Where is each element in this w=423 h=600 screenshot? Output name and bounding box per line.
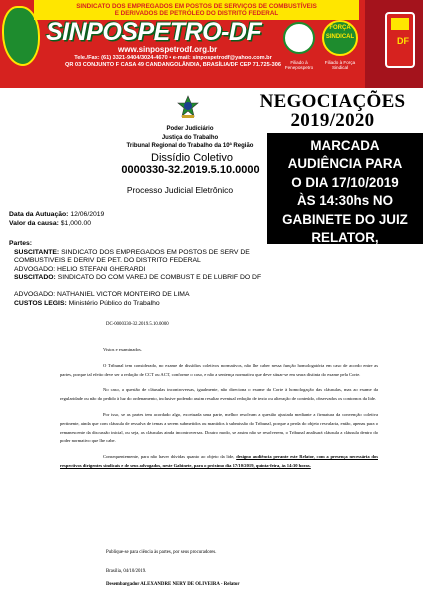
decision-paragraph: Por isso, se as partes tem acordado algo, excetuada uma parte, melhor resolvam a questão ajustada mediante a firmatura da convenção coletiva pertinente, ainda que com cláusula de ressalva de temas a serem submetidos ou mantidos à submissão do Tribunal, porque a perda do objeto resvalaria, então, apenas para o remanescente da discussão inicial, ou seja, as cláusulas ainda incontroversas. Doutro modo, se assim não se resolverem, o Tribunal analisará cláusula a cláusula dentro do poder normativo que lhe cabe. bbox=[60, 411, 378, 444]
document-reference: DC-0000330-32.2019.5.10.0000 bbox=[106, 322, 169, 327]
decision-paragraph-hearing bbox=[60, 453, 378, 471]
brand-title: SINPOSPETRO-DF bbox=[46, 18, 262, 46]
decision-body bbox=[60, 346, 378, 478]
union-name-line1: SINDICATO DOS EMPREGADOS EM POSTOS DE SERVIÇOS DE COMBUSTÍVEIS bbox=[76, 3, 317, 10]
parties-section bbox=[9, 240, 309, 308]
suscitado-value: SINDICATO DO COM VAREJ DE COMBUST E DE LUBRIF DO DF bbox=[57, 274, 262, 282]
advogado-suscitado: ADVOGADO: NATHANIEL VICTOR MONTEIRO DE LIMA bbox=[14, 290, 190, 298]
valor-value: $1,000.00 bbox=[60, 220, 92, 227]
union-name-strip bbox=[34, 0, 359, 20]
decision-paragraph: O Tribunal tem considerado, no exame de dissídios coletivos normativos, não lhe caber nessa função homologatória em caso de acordo entre as partes, porque tal efeito deve ser a redação de CCT ou ACT, conforme o caso, e não a sentença normativa que deve situar-se em seara distinta do exame pela Corte. bbox=[60, 362, 378, 377]
announcement-line: GABINETE DO JUIZ bbox=[282, 211, 408, 227]
suscitado-label: SUSCITADO: bbox=[14, 274, 56, 282]
court-line2: Justiça do Trabalho bbox=[161, 134, 219, 141]
court-heading bbox=[120, 125, 260, 151]
suscitante-value-cont: COMBUSTIVEIS E DERIV DE PET. DO DISTRITO FEDERAL bbox=[14, 257, 201, 265]
announcement-line: MARCADA bbox=[310, 138, 380, 153]
forca-sindical-logo-icon bbox=[322, 20, 358, 56]
website-link[interactable]: www.sinpospetrodf.org.br bbox=[118, 45, 218, 54]
announcement-line: O DIA 17/10/2019 bbox=[291, 174, 399, 190]
suscitante-value: SINDICATO DOS EMPREGADOS EM POSTOS DE SERV DE bbox=[61, 248, 250, 256]
suscitante-label: SUSCITANTE: bbox=[14, 248, 60, 256]
court-line1: Poder Judiciário bbox=[166, 126, 214, 132]
fenepospetro-logo-icon bbox=[283, 22, 315, 54]
announcement-line: RELATOR, bbox=[311, 230, 379, 246]
case-meta bbox=[9, 210, 104, 228]
autuacao-label: Data da Autuação: bbox=[9, 211, 69, 218]
parties-heading: Partes: bbox=[9, 240, 33, 247]
custos-legis-label: CUSTOS LEGIS: bbox=[14, 299, 67, 307]
hearing-intro: Consequentemente, para não haver dúvidas quanto ao objeto da lide, bbox=[103, 454, 235, 460]
custos-legis-value: Ministério Público do Trabalho bbox=[68, 299, 160, 307]
negotiations-title-line2: 2019/2020 bbox=[290, 110, 375, 131]
autuacao-value: 12/06/2019 bbox=[70, 211, 105, 218]
negotiations-title bbox=[242, 92, 423, 130]
decision-paragraph: No caso, a questão de cláusulas incontroversas, igualmente, não direciona o exame da Corte à homologação das cláusulas, mas ao exame da regularidade ou não do pedido à luz do ordenamento, inclusive podendo assim resultar eventual redação de texto ou alteração de conteúdo, observados os contornos da lide. bbox=[60, 387, 378, 402]
advogado-suscitante: ADVOGADO: HELIO STEFANI GHERARDI bbox=[14, 265, 146, 273]
case-number: 0000330-32.2019.5.10.0000 bbox=[121, 164, 260, 176]
contact-line2: QR 03 CONJUNTO F CASA 49 CANDANGOLÂNDIA, BRASÍLIA/DF CEP 71.725-306 bbox=[65, 62, 281, 68]
judge-signature: Desembargador ALEXANDRE NERY DE OLIVEIRA - Relator bbox=[106, 582, 240, 587]
announcement-line: Alexandre Neriy. bbox=[292, 248, 398, 264]
publication-note: Publique-se para ciência às partes, por seus procuradores. bbox=[106, 550, 217, 555]
brazil-coat-of-arms-icon bbox=[177, 95, 199, 119]
fuel-pump-icon bbox=[365, 0, 423, 88]
valor-label: Valor da causa: bbox=[9, 220, 59, 227]
forca-sindical-caption: Filiado à Força Sindical bbox=[324, 60, 356, 70]
hearing-designation: designo audiência perante este Relator, com a presença necessária dos respectivos dirigentes sindicais e de seus advogados, neste Gabinete, para o próximo dia 17/10/2019, quinta-feira, às 14:30 horas. bbox=[60, 454, 378, 468]
announcement-line: AUDIÊNCIA PARA bbox=[287, 156, 403, 172]
pump-label: DF bbox=[397, 36, 409, 46]
announcement-line: ÀS 14:30hs NO bbox=[296, 193, 393, 209]
hearing-announcement-box bbox=[267, 133, 423, 264]
negotiations-title-line1: NEGOCIAÇÕES bbox=[259, 91, 406, 112]
decision-paragraph: Vistos e examinados. bbox=[103, 347, 142, 352]
forca-sindical-text: FORÇA SINDICAL bbox=[325, 25, 355, 40]
court-line3: Tribunal Regional do Trabalho da 10ª Região bbox=[126, 143, 254, 149]
fuel-pump-screen bbox=[391, 18, 409, 30]
union-name-line2: E DERIVADOS DE PETRÓLEO DO DISTRITO FEDERAL bbox=[114, 10, 279, 17]
union-header-banner bbox=[0, 0, 423, 88]
case-type: Dissídio Coletivo bbox=[151, 152, 233, 164]
contact-line1: Tele./Fax: (61) 3321-9404/3024-4670 • e-mail: sinpospetrodf@yahoo.com.br bbox=[74, 55, 272, 61]
fenepospetro-caption: Filiado à Fenepospetro bbox=[284, 60, 314, 70]
process-type: Processo Judicial Eletrônico bbox=[126, 185, 234, 195]
decision-date: Brasília, 04/10/2019. bbox=[106, 569, 147, 574]
contact-info bbox=[58, 55, 288, 69]
